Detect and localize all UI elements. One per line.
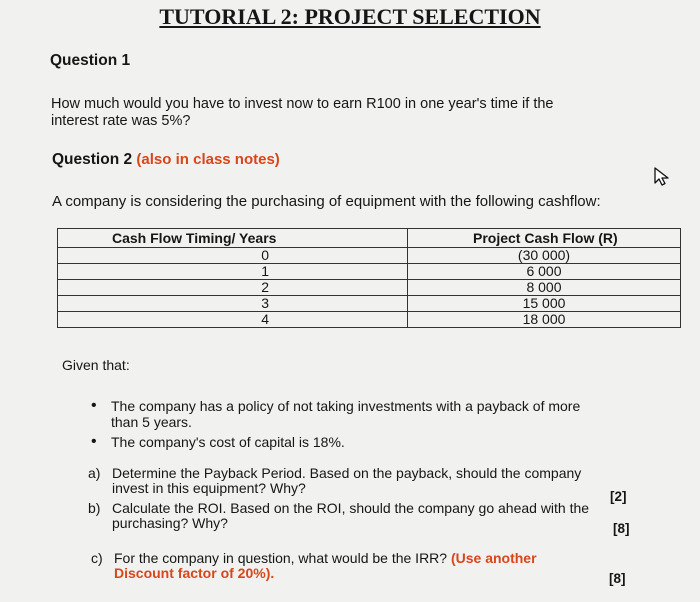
part-c-question: For the company in question, what would be the IRR? [114, 550, 448, 566]
table-header-timing: Cash Flow Timing/ Years [58, 229, 408, 248]
part-b-marks: [8] [613, 521, 630, 536]
table-cell-year: 3 [58, 296, 408, 312]
table-cell-year: 2 [58, 280, 408, 296]
question-2-heading-row [52, 151, 280, 169]
table-row [58, 280, 681, 296]
list-item [91, 434, 651, 450]
question-2-intro: A company is considering the purchasing of equipment with the following cashflow: [52, 193, 601, 210]
question-2-note: (also in class notes) [136, 151, 280, 168]
question-1-line-2: interest rate was 5%? [51, 113, 191, 129]
table-row [58, 296, 681, 312]
part-a-line-1: Determine the Payback Period. Based on the payback, should the company [112, 465, 582, 481]
table-cell-cashflow: 15 000 [408, 296, 681, 312]
part-c-label: c) [91, 550, 103, 566]
table-header-cashflow: Project Cash Flow (R) [408, 229, 681, 248]
part-a-text [112, 466, 632, 496]
list-item [91, 398, 651, 430]
table-cell-cashflow: 8 000 [408, 280, 681, 296]
table-cell-year: 0 [58, 248, 408, 264]
given-bullet-list [91, 398, 651, 454]
part-a-label: a) [88, 465, 101, 481]
table-row [58, 248, 681, 264]
table-cell-year: 1 [58, 264, 408, 280]
table-cell-cashflow: (30 000) [408, 248, 681, 264]
part-c-line-1 [114, 551, 584, 566]
bullet-2-line-1: • The company's cost of capital is 18%. [111, 434, 345, 450]
part-c-note-2: Discount factor of 20%). [114, 565, 275, 581]
table-row [58, 264, 681, 280]
part-a-marks: [2] [610, 489, 627, 504]
part-b-text [112, 501, 642, 531]
part-b-line-1: Calculate the ROI. Based on the ROI, should the company go ahead with the [112, 500, 590, 516]
cashflow-table [57, 228, 681, 328]
bullet-1-line-2: than 5 years. [111, 414, 192, 430]
table-header-row [58, 229, 681, 248]
part-b-label: b) [88, 500, 101, 516]
table-cell-cashflow: 18 000 [408, 312, 681, 328]
mouse-pointer-icon [653, 166, 671, 191]
question-2-heading: Question 2 [52, 151, 133, 168]
bullet-1-line-1: • The company has a policy of not taking investments with a payback of more [111, 398, 581, 414]
table-cell-year: 4 [58, 312, 408, 328]
question-1-text [51, 96, 553, 130]
page-title: TUTORIAL 2: PROJECT SELECTION [159, 4, 541, 29]
given-label: Given that: [62, 357, 130, 373]
part-a-line-2: invest in this equipment? Why? [112, 480, 306, 496]
part-c-text [114, 551, 584, 581]
table-row [58, 312, 681, 328]
part-b-line-2: purchasing? Why? [112, 515, 228, 531]
part-c-marks: [8] [609, 571, 626, 586]
table-cell-cashflow: 6 000 [408, 264, 681, 280]
question-1-heading: Question 1 [50, 52, 131, 69]
question-1-line-1: How much would you have to invest now to earn R100 in one year's time if the [51, 96, 554, 112]
part-c-note-1: (Use another [450, 550, 537, 566]
